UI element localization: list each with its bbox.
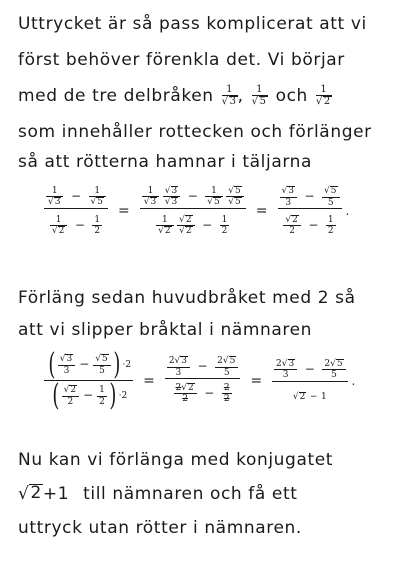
frac-2sqrt5-5 [215, 356, 238, 378]
num [93, 354, 110, 364]
numerator: 1 [226, 84, 234, 95]
frac-1-2 [326, 215, 336, 237]
num [283, 215, 300, 225]
minus: − [202, 217, 213, 232]
eq2-middle [165, 356, 241, 405]
eq2-mid-numerator [165, 356, 241, 378]
times: · [118, 390, 122, 401]
equals-sign: = [250, 372, 263, 389]
cancelled-den: 2 [182, 394, 189, 405]
radical-sign: √ [164, 197, 171, 208]
frac-1-sqrt3 [46, 186, 63, 208]
frac-1-sqrt5 [205, 186, 222, 208]
equals-sign: = [118, 203, 130, 220]
den [156, 226, 173, 236]
sqrt-3 [222, 96, 238, 108]
radicand: 3 [171, 197, 178, 208]
eq1-rhs-numerator [278, 186, 342, 208]
period: . [351, 373, 356, 388]
minus: − [187, 188, 198, 203]
den: 3 [63, 365, 70, 376]
eq1-lhs-denominator [48, 209, 104, 237]
radical-sign: √ [330, 358, 336, 369]
radical-sign: √ [181, 383, 188, 393]
frac-sqrt3-3 [280, 186, 297, 208]
radical-sign: √ [324, 186, 330, 197]
den: 2 [67, 396, 74, 407]
num: 1 [221, 214, 228, 225]
eq1-middle [140, 186, 246, 237]
radicand: 3 [288, 186, 294, 197]
den: 5 [327, 197, 334, 208]
radicand: 2 [58, 226, 65, 237]
text-line-7: att vi slipper bråktal i nämnaren [18, 320, 313, 340]
radicand: 3 [66, 354, 73, 365]
den: 3 [285, 197, 292, 208]
sqrt-5 [252, 96, 268, 108]
eq2-rhs [272, 359, 348, 402]
radicand: 3 [171, 186, 178, 196]
radical-sign: √ [95, 354, 102, 365]
frac-sqrt2-sqrt2 [177, 215, 194, 237]
period: . [345, 204, 350, 219]
factor-two: 2 [125, 359, 132, 370]
text-line-4: som innehåller rottecken och förlänger [18, 122, 372, 142]
radical-sign: √ [207, 197, 214, 208]
den: 5 [331, 370, 337, 381]
times: · [122, 359, 126, 370]
right-paren: ) [109, 378, 117, 413]
radicand: 2 [292, 214, 298, 225]
num [174, 383, 197, 393]
equals-sign: = [255, 203, 268, 220]
text-line-3 [18, 84, 332, 108]
radical-sign: √ [281, 186, 288, 197]
radicand: 3 [181, 356, 188, 367]
frac-2sqrt3-3 [274, 359, 297, 381]
den: 3 [282, 370, 289, 381]
eq2-rhs-denominator [291, 382, 329, 403]
den: 5 [223, 367, 230, 378]
fraction-1-over-sqrt5 [252, 84, 268, 108]
den: 2 [99, 396, 105, 407]
eq1-mid-numerator [140, 186, 246, 208]
radical-sign: √ [164, 186, 171, 196]
eq2-lhs-denominator [48, 378, 129, 413]
coef: 2 [324, 358, 331, 369]
radical-sign: √ [179, 214, 185, 225]
num [226, 186, 243, 196]
den [46, 197, 63, 207]
left-paren: ( [52, 378, 60, 413]
num: 1 [51, 186, 58, 197]
radicand: 2 [185, 214, 192, 225]
radical-sign: √ [179, 226, 185, 237]
radicand: 3 [150, 197, 157, 208]
minus: − [309, 391, 318, 402]
frac-2sqrt5-5 [322, 359, 345, 381]
frac-1-sqrt2 [50, 215, 67, 237]
num: 1 [55, 214, 62, 225]
den: 2 [327, 226, 334, 237]
cancelled-num: 2 [223, 383, 230, 394]
frac-sqrt5-sqrt5 [226, 186, 243, 208]
radical-sign: √ [18, 484, 30, 504]
eq2-mid-denominator [172, 379, 234, 405]
den [177, 226, 194, 236]
radical-sign: √ [251, 96, 259, 107]
radical-sign: √ [285, 214, 292, 225]
den [226, 197, 243, 207]
radicand: 5 [336, 358, 343, 369]
minus: − [74, 217, 85, 232]
den [50, 226, 67, 236]
eq1-lhs-numerator [44, 186, 108, 208]
left-paren: ( [48, 347, 56, 382]
num: 1 [94, 186, 101, 197]
eq1-mid-denominator [154, 209, 231, 237]
den [205, 197, 222, 207]
radical-sign: √ [315, 96, 323, 107]
frac-2sqrt3-3 [167, 356, 190, 378]
comma: , [237, 85, 244, 106]
cancelled-two: 2 [175, 383, 182, 393]
radical-sign: √ [48, 197, 54, 208]
radicand: 3 [54, 197, 61, 208]
num: 1 [147, 186, 154, 197]
coef: 2 [276, 358, 282, 369]
radicand: 5 [259, 96, 267, 107]
frac-sqrt3-sqrt3 [163, 186, 180, 208]
frac-sqrt2-2 [283, 215, 300, 237]
equation-2 [44, 347, 359, 413]
numerator: 1 [256, 84, 264, 95]
num [322, 186, 339, 196]
sqrt-2 [316, 96, 332, 108]
text-line-1: Uttrycket är så pass komplicerat att vi [18, 14, 367, 34]
text-line-10 [18, 518, 302, 538]
numerator: 1 [320, 84, 328, 95]
equals-sign: = [143, 372, 155, 389]
frac-sqrt5-5 [93, 354, 110, 376]
radicand: 2 [30, 483, 42, 503]
text-line-8: Nu kan vi förlänga med konjugatet [18, 450, 334, 470]
den: 5 [99, 365, 105, 376]
radicand: 2 [185, 226, 192, 237]
radical-sign: √ [158, 226, 164, 237]
right-paren: ) [113, 347, 121, 382]
radicand: 3 [288, 358, 295, 369]
radical-sign: √ [90, 197, 97, 208]
radical-sign: √ [51, 226, 58, 237]
eq1-rhs-denominator [281, 209, 337, 237]
frac-1-sqrt5 [89, 186, 106, 208]
num: 1 [94, 214, 101, 225]
radical-sign: √ [59, 354, 66, 365]
minus: − [304, 361, 315, 376]
one: 1 [57, 484, 70, 504]
radicand: 5 [330, 186, 337, 197]
minus: − [70, 188, 82, 203]
frac-1-sqrt3 [142, 186, 159, 208]
word-och: och [275, 85, 308, 106]
num [177, 215, 194, 225]
frac-1-2 [97, 385, 107, 407]
cancelled-den: 2 [223, 394, 230, 405]
num: 1 [99, 385, 105, 396]
minus: − [197, 359, 208, 374]
radicand: 5 [214, 197, 220, 208]
eq2-rhs-numerator [272, 359, 348, 381]
minus: − [204, 385, 215, 400]
eq1-lhs [44, 186, 108, 237]
radical-sign: √ [63, 385, 70, 396]
num [215, 356, 238, 366]
radicand: 5 [97, 197, 104, 208]
plus: + [42, 484, 58, 504]
frac-sqrt3-3 [58, 354, 75, 376]
radicand: 3 [229, 96, 237, 107]
num [163, 186, 180, 196]
num [274, 359, 297, 369]
minus: − [79, 357, 90, 372]
fraction-1-over-sqrt3 [222, 84, 238, 108]
radicand: 2 [70, 385, 77, 396]
radical-sign: √ [292, 391, 299, 402]
den: 2 [94, 226, 101, 237]
den: 2 [221, 226, 228, 237]
text-line-9 [18, 484, 298, 504]
radical-sign: √ [228, 197, 235, 208]
radicand: 5 [229, 356, 236, 367]
num: 1 [211, 186, 217, 197]
text-line-6: Förläng sedan huvudbråket med 2 så [18, 288, 356, 308]
one: 1 [320, 391, 327, 402]
num [58, 354, 75, 364]
num [62, 385, 79, 395]
radical-sign: √ [222, 356, 229, 367]
frac-sqrt2-2 [62, 385, 79, 407]
num: 1 [327, 214, 334, 225]
den: 2 [289, 226, 295, 237]
factor-two: 2 [121, 390, 128, 401]
radical-sign: √ [228, 186, 235, 196]
num [280, 186, 297, 196]
radicand: 2 [299, 391, 306, 402]
radicand: 2 [164, 226, 171, 237]
num: 1 [162, 214, 168, 225]
line3-text: med de tre delbråken [18, 85, 214, 106]
frac-sqrt5-5 [322, 186, 339, 208]
line10-text: uttryck utan rötter i nämnaren [18, 518, 296, 538]
radicand: 5 [235, 197, 241, 208]
frac-cancelled-2sqrt2-2 [174, 383, 197, 405]
den [142, 197, 159, 207]
minus: − [308, 217, 319, 232]
radical-sign: √ [281, 358, 288, 369]
fraction-1-over-sqrt2 [316, 84, 332, 108]
minus: − [304, 188, 315, 203]
radical-sign: √ [143, 197, 150, 208]
radical-sign: √ [174, 356, 181, 367]
text-line-2: först behöver förenkla det. Vi börjar [18, 50, 345, 70]
text-line-5: så att rötterna hamnar i täljarna [18, 152, 313, 172]
equation-1 [44, 186, 353, 237]
num [167, 356, 190, 366]
den: 3 [175, 367, 182, 378]
coef: 2 [168, 356, 175, 367]
radicand: 2 [188, 383, 194, 393]
den [163, 197, 180, 207]
sqrt-2 [18, 484, 43, 504]
den [89, 197, 106, 207]
coef: 2 [217, 356, 223, 367]
frac-1-sqrt2 [156, 215, 173, 237]
frac-1-2 [220, 215, 230, 237]
eq2-lhs [44, 347, 133, 413]
frac-cancelled-2-2 [222, 383, 232, 405]
radicand: 5 [102, 354, 108, 365]
radicand: 2 [323, 96, 331, 107]
sqrt-2 [293, 392, 306, 402]
minus: − [83, 388, 94, 403]
line9-text: till nämnaren och få ett [83, 484, 298, 504]
frac-1-2 [92, 215, 102, 237]
num [322, 359, 345, 369]
eq1-rhs [278, 186, 342, 237]
period: . [295, 518, 302, 538]
radicand: 5 [235, 186, 241, 196]
eq2-lhs-numerator [44, 347, 133, 382]
radical-sign: √ [221, 96, 229, 107]
